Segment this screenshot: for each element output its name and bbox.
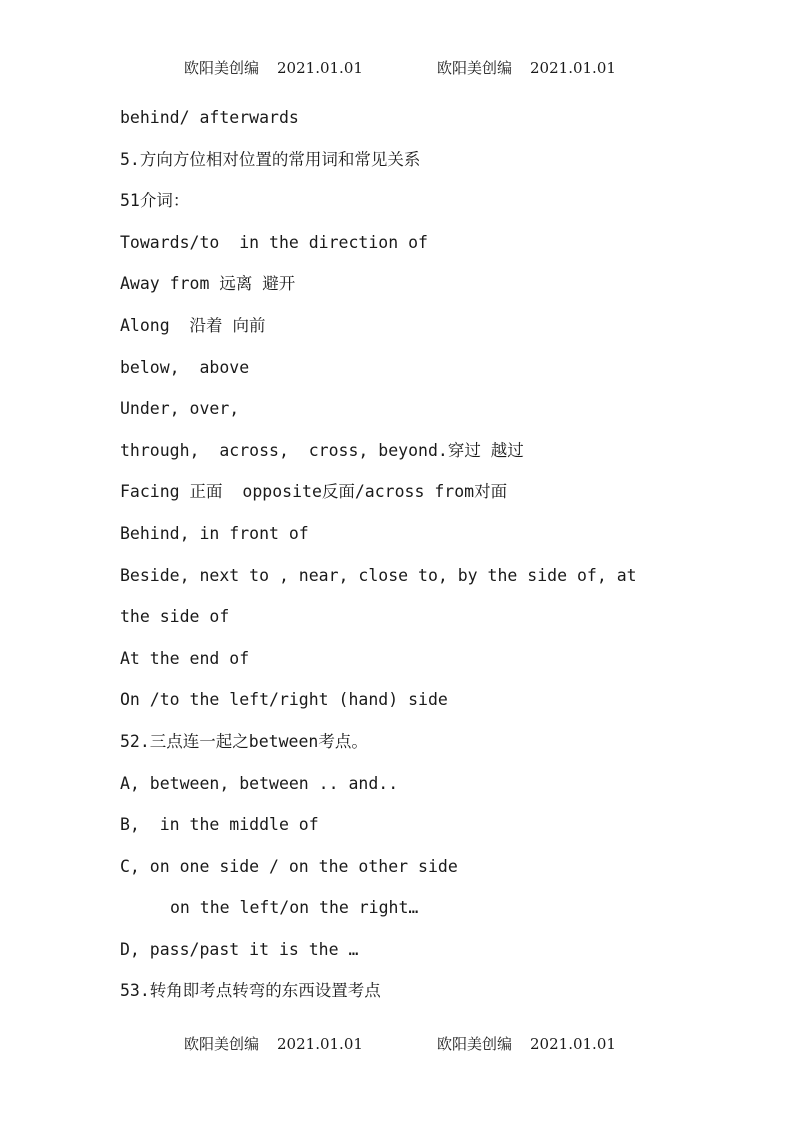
subsection-heading: 52.三点连一起之between考点。 (120, 731, 368, 751)
header-right (437, 56, 616, 80)
text-line: Facing 正面 opposite反面/across from对面 (120, 482, 508, 502)
header-left-date: 2021.01.01 (277, 59, 363, 77)
text-line: Behind, in front of (120, 523, 309, 543)
text-line: D, pass/past it is the … (120, 939, 359, 959)
text-line: below, above (120, 357, 250, 377)
header-left (184, 56, 363, 80)
section-heading: 5.方向方位相对位置的常用词和常见关系 (120, 149, 421, 169)
text-line: At the end of (120, 648, 250, 668)
document-body (120, 104, 700, 1019)
text-line: Towards/to in the direction of (120, 232, 428, 252)
subsection-heading: 51介词： (120, 191, 190, 211)
footer-right (437, 1032, 616, 1056)
subsection-heading: 53.转角即考点转弯的东西设置考点 (120, 981, 381, 1001)
text-line: C, on one side / on the other side (120, 856, 458, 876)
text-line: the side of (120, 607, 230, 627)
footer-left-author: 欧阳美创编 (184, 1035, 260, 1053)
header-right-author: 欧阳美创编 (437, 59, 513, 77)
footer-right-date: 2021.01.01 (530, 1035, 616, 1053)
footer-right-author: 欧阳美创编 (437, 1035, 513, 1053)
header-right-date: 2021.01.01 (530, 59, 616, 77)
page-footer (0, 1032, 794, 1056)
text-line: Under, over, (120, 399, 240, 419)
text-line: A, between, between .. and.. (120, 773, 399, 793)
page-header (0, 56, 794, 80)
text-line-indented: on the left/on the right… (170, 898, 419, 918)
text-line: B, in the middle of (120, 815, 319, 835)
text-line: behind/ afterwards (120, 108, 299, 127)
text-line: On /to the left/right (hand) side (120, 690, 448, 710)
header-left-author: 欧阳美创编 (184, 59, 260, 77)
footer-left-date: 2021.01.01 (277, 1035, 363, 1053)
text-line: Along 沿着 向前 (120, 315, 266, 335)
text-line: Away from 远离 避开 (120, 274, 296, 294)
text-line: through, across, cross, beyond.穿过 越过 (120, 440, 524, 460)
text-line: Beside, next to , near, close to, by the side of, at (120, 565, 637, 585)
footer-left (184, 1032, 363, 1056)
